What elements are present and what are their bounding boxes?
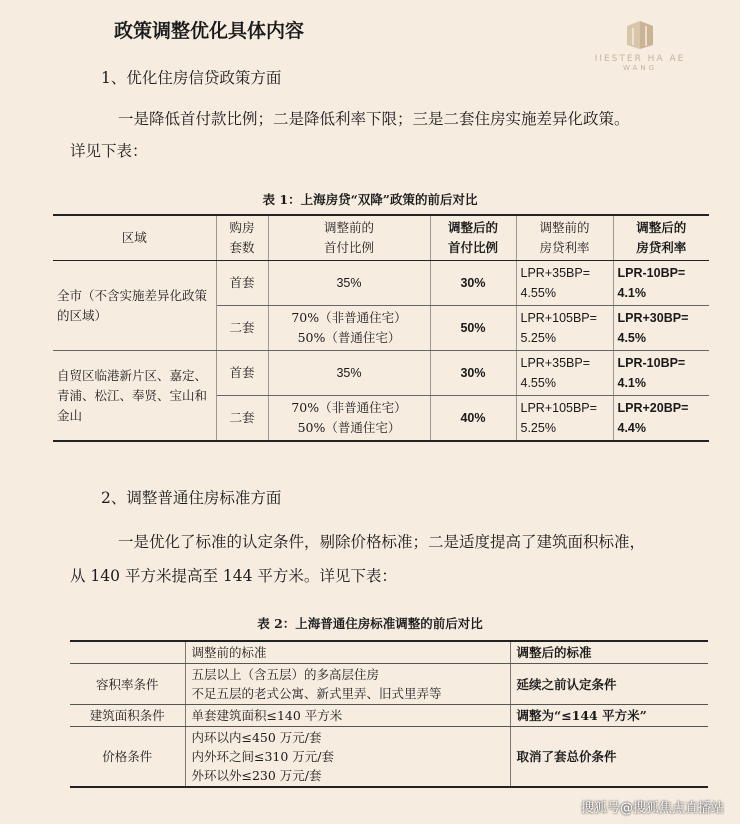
table1-rate-after-cell: LPR-10BP= 4.1% xyxy=(613,351,709,396)
table1-region-cell: 全市（不含实施差异化政策的区域） xyxy=(53,261,216,351)
table2-before-cell: 五层以上（含五层）的多高层住房 不足五层的老式公寓、新式里弄、旧式里弄等 xyxy=(185,664,510,705)
table-row xyxy=(70,727,708,788)
table2-label-cell: 价格条件 xyxy=(70,727,185,788)
table1-rate-before-cell: LPR+35BP= 4.55% xyxy=(516,351,613,396)
table1-rate-before-cell: LPR+105BP= 5.25% xyxy=(516,306,613,351)
logo-mark-icon xyxy=(623,18,657,52)
table1-rate-before-cell: LPR+105BP= 5.25% xyxy=(516,396,613,442)
table2-after-cell: 调整为“≤144 平方米” xyxy=(510,705,708,727)
table1-header-rate-before: 调整前的 房贷利率 xyxy=(516,215,613,261)
table1-down-after-cell: 40% xyxy=(430,396,516,442)
table1-rate-before-cell: LPR+35BP= 4.55% xyxy=(516,261,613,306)
table1 xyxy=(53,214,709,442)
page-title: 政策调整优化具体内容 xyxy=(114,20,305,42)
table2-before-cell: 单套建筑面积≤140 平方米 xyxy=(185,705,510,727)
table1-down-after-cell: 50% xyxy=(430,306,516,351)
table-row xyxy=(70,705,708,727)
table1-count-cell: 二套 xyxy=(216,306,268,351)
table1-rate-after-cell: LPR+30BP= 4.5% xyxy=(613,306,709,351)
table1-header-region: 区域 xyxy=(53,215,216,261)
table1-rate-after-cell: LPR+20BP= 4.4% xyxy=(613,396,709,442)
table-row xyxy=(53,351,709,396)
table1-down-after-cell: 30% xyxy=(430,351,516,396)
table2-after-cell: 取消了套总价条件 xyxy=(510,727,708,788)
table2-header-after: 调整后的标准 xyxy=(510,641,708,664)
table1-header-down-after: 调整后的 首付比例 xyxy=(430,215,516,261)
table1-count-cell: 二套 xyxy=(216,396,268,442)
logo-text: IIESTER HA AE xyxy=(594,54,686,64)
table2 xyxy=(70,640,708,788)
table2-label-cell: 建筑面积条件 xyxy=(70,705,185,727)
table1-count-cell: 首套 xyxy=(216,351,268,396)
brand-logo xyxy=(590,18,690,88)
table1-rate-after-cell: LPR-10BP= 4.1% xyxy=(613,261,709,306)
section1-heading: 1、优化住房信贷政策方面 xyxy=(101,69,282,87)
section1-paragraph-line2: 详见下表： xyxy=(70,142,148,160)
table2-label-cell: 容积率条件 xyxy=(70,664,185,705)
table1-down-before-cell: 35% xyxy=(268,261,430,306)
table-row xyxy=(53,261,709,306)
table1-down-before-cell: 70%（非普通住宅） 50%（普通住宅） xyxy=(268,396,430,442)
table1-header-count: 购房 套数 xyxy=(216,215,268,261)
section2-heading: 2、调整普通住房标准方面 xyxy=(101,489,282,507)
table1-down-before-cell: 35% xyxy=(268,351,430,396)
table1-caption: 表 1：上海房贷“双降”政策的前后对比 xyxy=(262,192,478,207)
table1-header-row xyxy=(53,215,709,261)
section2-paragraph-line2: 从 140 平方米提高至 144 平方米。详见下表： xyxy=(70,567,397,585)
section2-paragraph-line1: 一是优化了标准的认定条件，剔除价格标准；二是适度提高了建筑面积标准， xyxy=(118,533,646,551)
logo-subtext: WANG xyxy=(623,64,657,72)
table2-header-before: 调整前的标准 xyxy=(185,641,510,664)
table2-header-blank xyxy=(70,641,185,664)
table1-header-rate-after: 调整后的 房贷利率 xyxy=(613,215,709,261)
table2-caption: 表 2：上海普通住房标准调整的前后对比 xyxy=(257,616,483,631)
watermark: 搜狐号@搜狐焦点直播站 xyxy=(580,801,724,816)
table-row xyxy=(70,664,708,705)
table1-header-down-before: 调整前的 首付比例 xyxy=(268,215,430,261)
table1-count-cell: 首套 xyxy=(216,261,268,306)
table1-region-cell: 自贸区临港新片区、嘉定、青浦、松江、奉贤、宝山和金山 xyxy=(53,351,216,442)
table2-before-cell: 内环以内≤450 万元/套 内外环之间≤310 万元/套 外环以外≤230 万元/套 xyxy=(185,727,510,788)
section1-paragraph-line1: 一是降低首付款比例；二是降低利率下限；三是二套住房实施差异化政策。 xyxy=(118,110,630,128)
table2-header-row xyxy=(70,641,708,664)
table1-down-before-cell: 70%（非普通住宅） 50%（普通住宅） xyxy=(268,306,430,351)
table2-after-cell: 延续之前认定条件 xyxy=(510,664,708,705)
table1-down-after-cell: 30% xyxy=(430,261,516,306)
